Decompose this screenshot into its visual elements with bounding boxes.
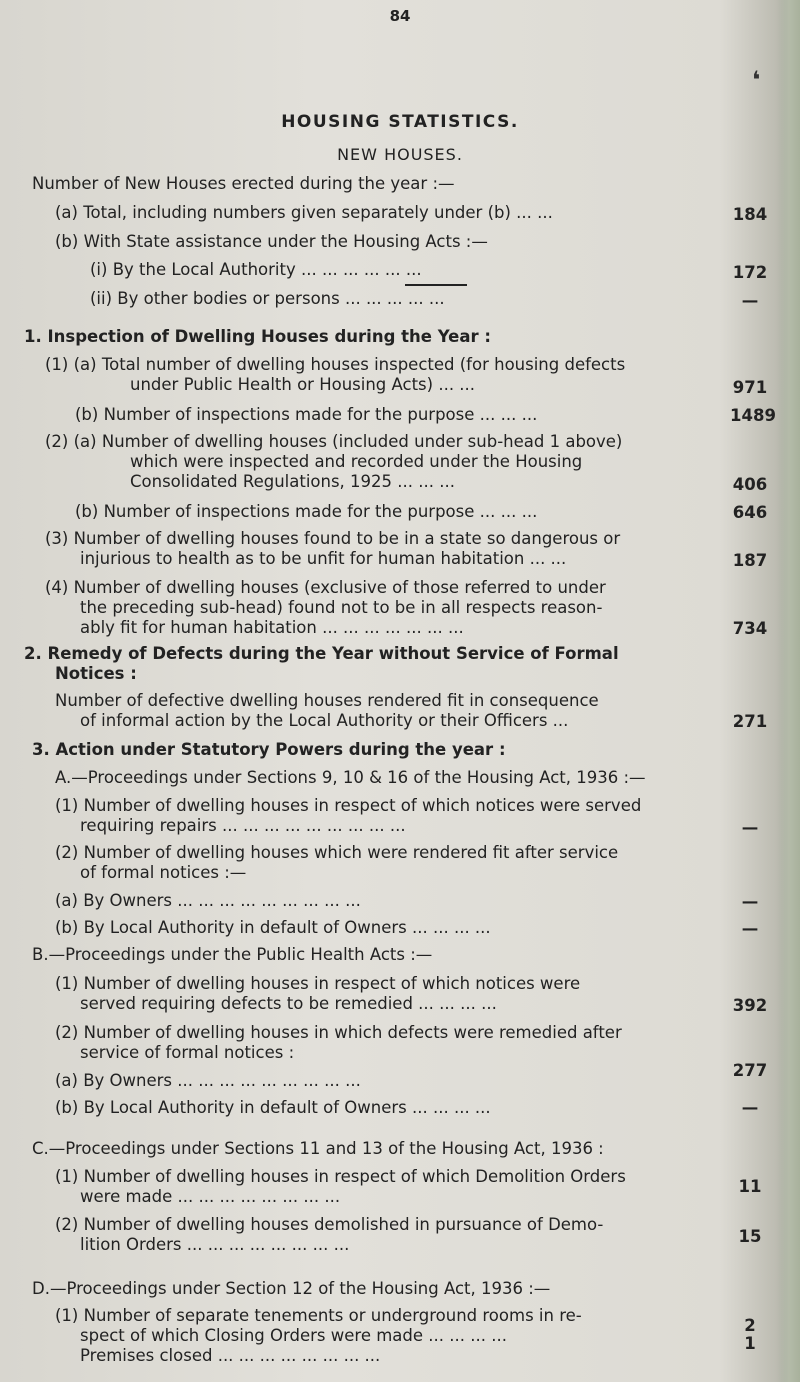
line-text: (1) Number of dwelling houses in respect of which Demolition Orders bbox=[55, 1167, 626, 1186]
line-value: — bbox=[741, 1098, 759, 1117]
line-text: (4) Number of dwelling houses (exclusive of those referred to under bbox=[45, 578, 606, 597]
line-value: 11 bbox=[738, 1177, 762, 1196]
line-text: (1) Number of dwelling houses in respect of which notices were bbox=[55, 974, 581, 993]
document-title: HOUSING STATISTICS. bbox=[281, 112, 519, 132]
line-text: Consolidated Regulations, 1925 ... ... ... bbox=[130, 472, 455, 491]
line-value: — bbox=[741, 892, 759, 911]
line-text: which were inspected and recorded under the Housing bbox=[130, 452, 583, 471]
line-text: (1) Number of dwelling houses in respect of which notices were served bbox=[55, 796, 642, 815]
line-text: (2) Number of dwelling houses demolished in pursuance of Demo- bbox=[55, 1215, 604, 1234]
line-value: 184 bbox=[732, 205, 768, 224]
line-text: B.—Proceedings under the Public Health Acts :— bbox=[32, 945, 433, 964]
line-text: injurious to health as to be unfit for human habitation ... ... bbox=[80, 549, 567, 568]
line-text: (b) With State assistance under the Housing Acts :— bbox=[55, 232, 488, 251]
line-text: service of formal notices : bbox=[80, 1043, 295, 1062]
line-text: (2) Number of dwelling houses which were rendered fit after service bbox=[55, 843, 619, 862]
line-text: (b) By Local Authority in default of Owners ... ... ... ... bbox=[55, 918, 491, 937]
margin-mark: ❛ bbox=[752, 66, 761, 94]
line-value: 277 bbox=[732, 1061, 768, 1080]
line-text: were made ... ... ... ... ... ... ... ... bbox=[80, 1187, 341, 1206]
line-text: requiring repairs ... ... ... ... ... ... ... ... ... bbox=[80, 816, 406, 835]
line-text: Number of New Houses erected during the year :— bbox=[32, 174, 455, 193]
line-text: ably fit for human habitation ... ... ... ... ... ... ... bbox=[80, 618, 464, 637]
page-edge-shadow bbox=[778, 0, 800, 1382]
line-text: (b) By Local Authority in default of Owners ... ... ... ... bbox=[55, 1098, 491, 1117]
line-value: — bbox=[741, 919, 759, 938]
section-heading: Notices : bbox=[55, 664, 137, 683]
section-heading: 1. Inspection of Dwelling Houses during the Year : bbox=[24, 327, 491, 346]
line-text: C.—Proceedings under Sections 11 and 13 of the Housing Act, 1936 : bbox=[32, 1139, 604, 1158]
line-text: served requiring defects to be remedied ... ... ... ... bbox=[80, 994, 497, 1013]
line-value: 172 bbox=[732, 263, 768, 282]
page-number: 84 bbox=[389, 7, 411, 25]
line-value: 1 bbox=[744, 1334, 756, 1353]
line-text: (3) Number of dwelling houses found to be in a state so dangerous or bbox=[45, 529, 621, 548]
line-value: 406 bbox=[732, 475, 768, 494]
line-text: spect of which Closing Orders were made ... ... ... ... bbox=[80, 1326, 507, 1345]
line-text: of informal action by the Local Authority or their Officers ... bbox=[80, 711, 569, 730]
line-value: 971 bbox=[732, 378, 768, 397]
line-text: (a) Total, including numbers given separately under (b) ... ... bbox=[55, 203, 553, 222]
line-value: 271 bbox=[732, 712, 768, 731]
line-text: (i) By the Local Authority ... ... ... ... ... ... bbox=[90, 260, 422, 279]
line-value: — bbox=[741, 291, 759, 310]
line-text: (a) By Owners ... ... ... ... ... ... ... ... ... bbox=[55, 1071, 361, 1090]
line-value: 1489 bbox=[730, 406, 776, 425]
line-text: (2) Number of dwelling houses in which defects were remedied after bbox=[55, 1023, 622, 1042]
line-value: 392 bbox=[732, 996, 768, 1015]
line-value: 15 bbox=[738, 1227, 762, 1246]
section-heading: 2. Remedy of Defects during the Year without Service of Formal bbox=[24, 644, 619, 663]
line-value: 187 bbox=[732, 551, 768, 570]
line-text: under Public Health or Housing Acts) ... ... bbox=[130, 375, 476, 394]
line-text: (1) (a) Total number of dwelling houses inspected (for housing defects bbox=[45, 355, 626, 374]
line-value: — bbox=[741, 818, 759, 837]
line-text: (2) (a) Number of dwelling houses (included under sub-head 1 above) bbox=[45, 432, 623, 451]
section-subtitle: NEW HOUSES. bbox=[337, 145, 463, 164]
line-text: lition Orders ... ... ... ... ... ... ... ... bbox=[80, 1235, 350, 1254]
line-text: (b) Number of inspections made for the purpose ... ... ... bbox=[75, 502, 538, 521]
line-text: (ii) By other bodies or persons ... ... ... ... ... bbox=[90, 289, 445, 308]
line-text: Number of defective dwelling houses rendered fit in consequence bbox=[55, 691, 599, 710]
section-heading: 3. Action under Statutory Powers during the year : bbox=[32, 740, 506, 759]
line-text: of formal notices :— bbox=[80, 863, 247, 882]
line-value: 646 bbox=[732, 503, 768, 522]
line-text: D.—Proceedings under Section 12 of the Housing Act, 1936 :— bbox=[32, 1279, 551, 1298]
line-text: (1) Number of separate tenements or underground rooms in re- bbox=[55, 1306, 582, 1325]
line-text: the preceding sub-head) found not to be in all respects reason- bbox=[80, 598, 603, 617]
line-text: Premises closed ... ... ... ... ... ... ... ... bbox=[80, 1346, 381, 1365]
line-text: (b) Number of inspections made for the purpose ... ... ... bbox=[75, 405, 538, 424]
line-value: 734 bbox=[732, 619, 768, 638]
line-text: (a) By Owners ... ... ... ... ... ... ... ... ... bbox=[55, 891, 361, 910]
line-value: 2 bbox=[744, 1316, 756, 1335]
line-text: A.—Proceedings under Sections 9, 10 & 16 of the Housing Act, 1936 :— bbox=[55, 768, 646, 787]
divider-rule bbox=[405, 284, 467, 286]
